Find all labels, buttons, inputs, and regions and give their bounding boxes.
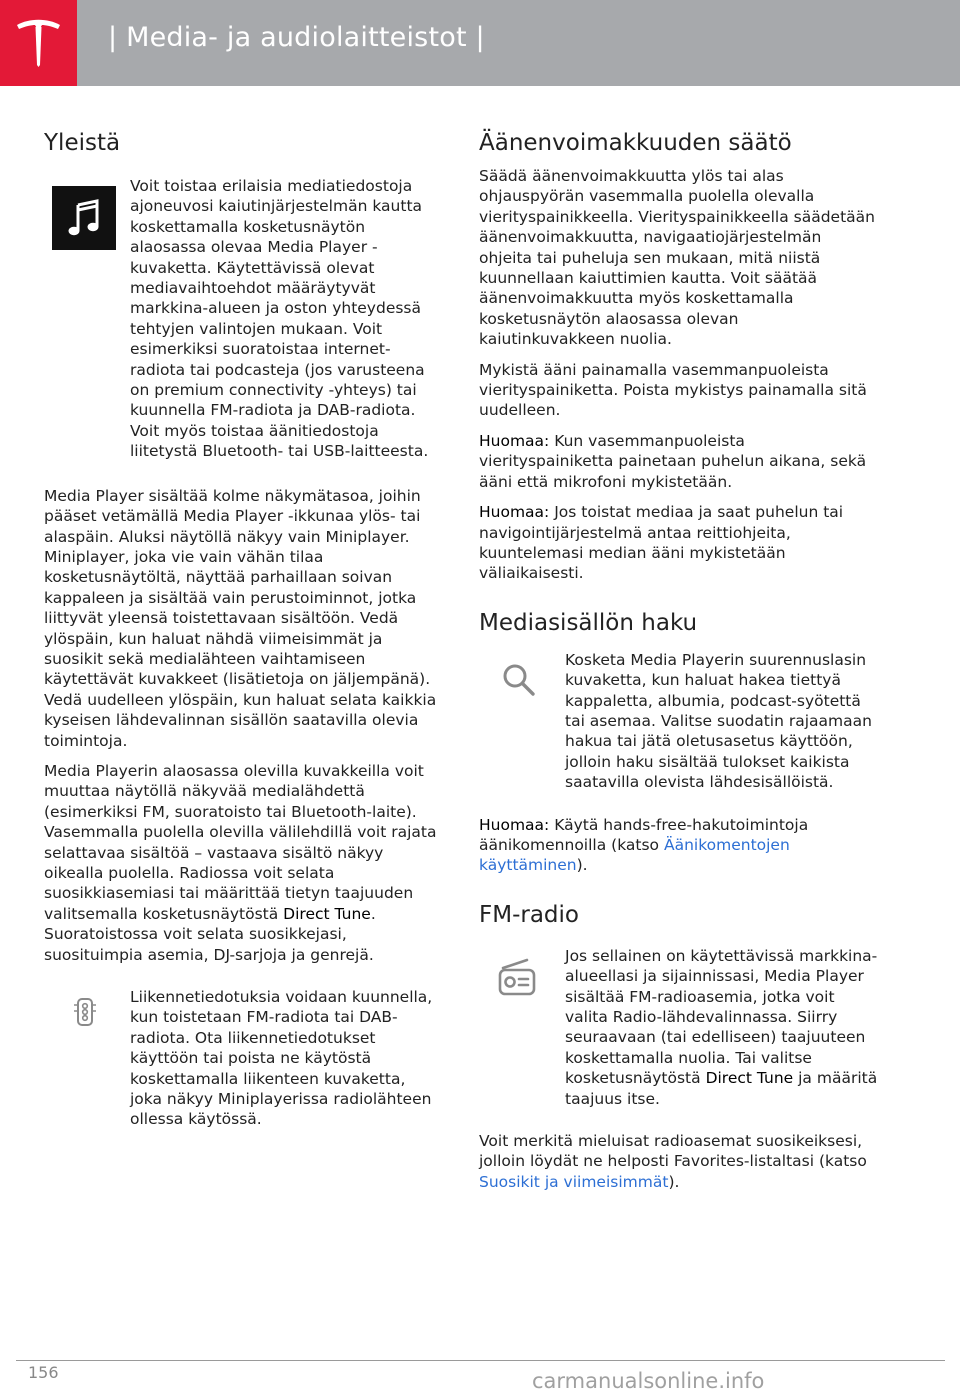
media-icon-row <box>44 176 442 462</box>
heading-search: Mediasisällön haku <box>479 609 698 636</box>
note-media-muted: Huomaa: Jos toistat mediaa ja saat puhelun tai navigointijärjestelmä antaa reittiohjeita, kuuntelemasi median ääni mykistetään väliaikaisesti. <box>479 503 844 583</box>
traffic-light-icon <box>72 997 98 1027</box>
search-icon-text: Kosketa Media Playerin suurennuslasin kuvaketta, kun haluat hakea tiettyä kappaletta, albumia, podcast-syötettä tai asemaa. Valitse suodatin rajaamaan hakua tai jätä oletusasetus käyttöön, jolloin haku sisältää tulokset kaikista saatavilla olevista lähdesisällöistä. <box>565 650 872 792</box>
watermark: carmanualsonline.info <box>532 1369 765 1393</box>
footer-divider <box>16 1360 945 1361</box>
direct-tune-label: Direct Tune <box>283 904 371 923</box>
traffic-icon-row <box>44 987 442 1130</box>
media-icon-text: Voit toistaa erilaisia mediatiedostoja ajoneuvosi kaiutinjärjestelmän kautta koskettamalla kosketusnäytön alaosassa olevaa Media Player -kuvaketta. Käytettävissä olevat mediavaihtoehdot määräytyvät markkina-alueen ja oston yhteydessä tehtyjen valintojen mukaan. Voit esimerkiksi suoratoistaa internet-radiota tai podcasteja (jos varusteena on premium connectivity -yhteys) tai kuunnella FM-radiota ja DAB-radiota. Voit myös toistaa äänitiedostoja liitetystä Bluetooth- tai USB-laitteesta. <box>130 177 429 461</box>
section-title: | Media- ja audiolaitteistot | <box>108 22 485 53</box>
music-note-icon <box>52 186 116 250</box>
radio-icon-text: Jos sellainen on käytettävissä markkina-alueellasi ja sijainnissasi, Media Player sisältää FM-radioasemia, jotka voit valita Radio-lähdevalinnassa. Siirry seuraavaan (tai edelliseen) taajuuteen koskettamalla nuolia. Tai valitse kosketusnäytöstä Direct Tune ja määritä taajuus itse. <box>565 946 878 1108</box>
paragraph-favorites: Voit merkitä mieluisat radioasemat suosikeiksesi, jolloin löydät ne helposti Favorites-listaltasi (katso Suosikit ja viimeisimmät). <box>479 1132 867 1191</box>
paragraph-mute: Mykistä ääni painamalla vasemmanpuoleista vierityspainiketta. Poista mykistys painamalla sitä uudelleen. <box>479 360 867 420</box>
search-icon-row <box>479 650 879 793</box>
note-mute-call: Huomaa: Kun vasemmanpuoleista vierityspainiketta painetaan puhelun aikana, sekä ääni että mikrofoni mykistetään. <box>479 431 867 491</box>
paragraph-media-sources: Media Playerin alaosassa olevilla kuvakkeilla voit muuttaa näytöllä näkyvää medialähdettä (esimerkiksi FM, suoratoisto tai Bluetooth-laite). Vasemmalla puolella olevilla välilehdillä voit rajata selattavaa sisältöä – vastaava sisältö näkyy oikealla puolella. Radiossa voit selata suosikkiasemiasi tai määrittää tietyn taajuuden valitsemalla kosketusnäytöstä Direct Tune. Suoratoistossa voit selata suosikkejasi, suosituimpia asemia, DJ-sarjoja ja genrejä. <box>44 761 437 964</box>
paragraph-volume-adjust: Säädä äänenvoimakkuutta ylös tai alas ohjauspyörän vasemmalla puolella olevalla vierityspainikkeella. Vierityspainikkeella säädetään äänenvoimakkuutta, navigaatiojärjestelmän ohjeita tai puheluja sen mukaan, mitä niistä kuunnellaan kaiuttimien kautta. Voit säätää äänenvoimakkuutta myös koskettamalla kosketusnäytön alaosassa olevan kaiutinkuvakkeen nuolia. <box>479 167 875 349</box>
right-column <box>479 128 879 1202</box>
radio-icon-row <box>479 946 879 1109</box>
page-header <box>0 0 960 86</box>
note-voice-search: Huomaa: Käytä hands-free-hakutoimintoja äänikomennoilla (katso Äänikomentojen käyttäminen). <box>479 815 809 875</box>
search-icon <box>501 662 537 698</box>
heading-fm-radio: FM-radio <box>479 901 579 928</box>
direct-tune-label: Direct Tune <box>705 1069 794 1088</box>
traffic-icon-text: Liikennetiedotuksia voidaan kuunnella, kun toistetaan FM-radiota tai DAB-radiota. Ota liikennetiedotukset käyttöön tai poista ne käytöstä koskettamalla liikenteen kuvaketta, joka näkyy Miniplayerissa radiolähteen ollessa käytössä. <box>130 988 433 1129</box>
page-number: 156 <box>28 1363 59 1382</box>
tesla-logo <box>0 0 77 86</box>
paragraph-view-levels: Media Player sisältää kolme näkymätasoa, joihin pääset vetämällä Media Player -ikkunaa ylös- tai alaspäin. Aluksi näytöllä näkyy vain Miniplayer. Miniplayer, joka vie vain vähän tilaa kosketusnäytöltä, näyttää parhaillaan soivan kappaleen ja sisältää vain perustoiminnot, jotka liittyvät yleensä toistettavaan sisältöön. Vedä ylöspäin, kun haluat nähdä viimeisimmät ja suosikit sekä medialähteen vaihtamiseen käytettävät kuvakkeet (lisätietoja on jäljempänä). Vedä uudelleen ylöspäin, kun haluat selata kaikkia kyseisen lähdevalinnan sisällön saatavilla olevia toimintoja. <box>44 486 437 750</box>
heading-volume: Äänenvoimakkuuden säätö <box>479 130 792 156</box>
link-favorites-recents[interactable]: Suosikit ja viimeisimmät <box>479 1172 669 1191</box>
heading-yleista: Yleistä <box>44 130 121 156</box>
left-column <box>44 128 442 1130</box>
radio-icon <box>497 958 537 998</box>
link-voice-commands[interactable]: Äänikomentojen käyttäminen <box>479 835 790 875</box>
tesla-t-icon <box>15 17 62 69</box>
